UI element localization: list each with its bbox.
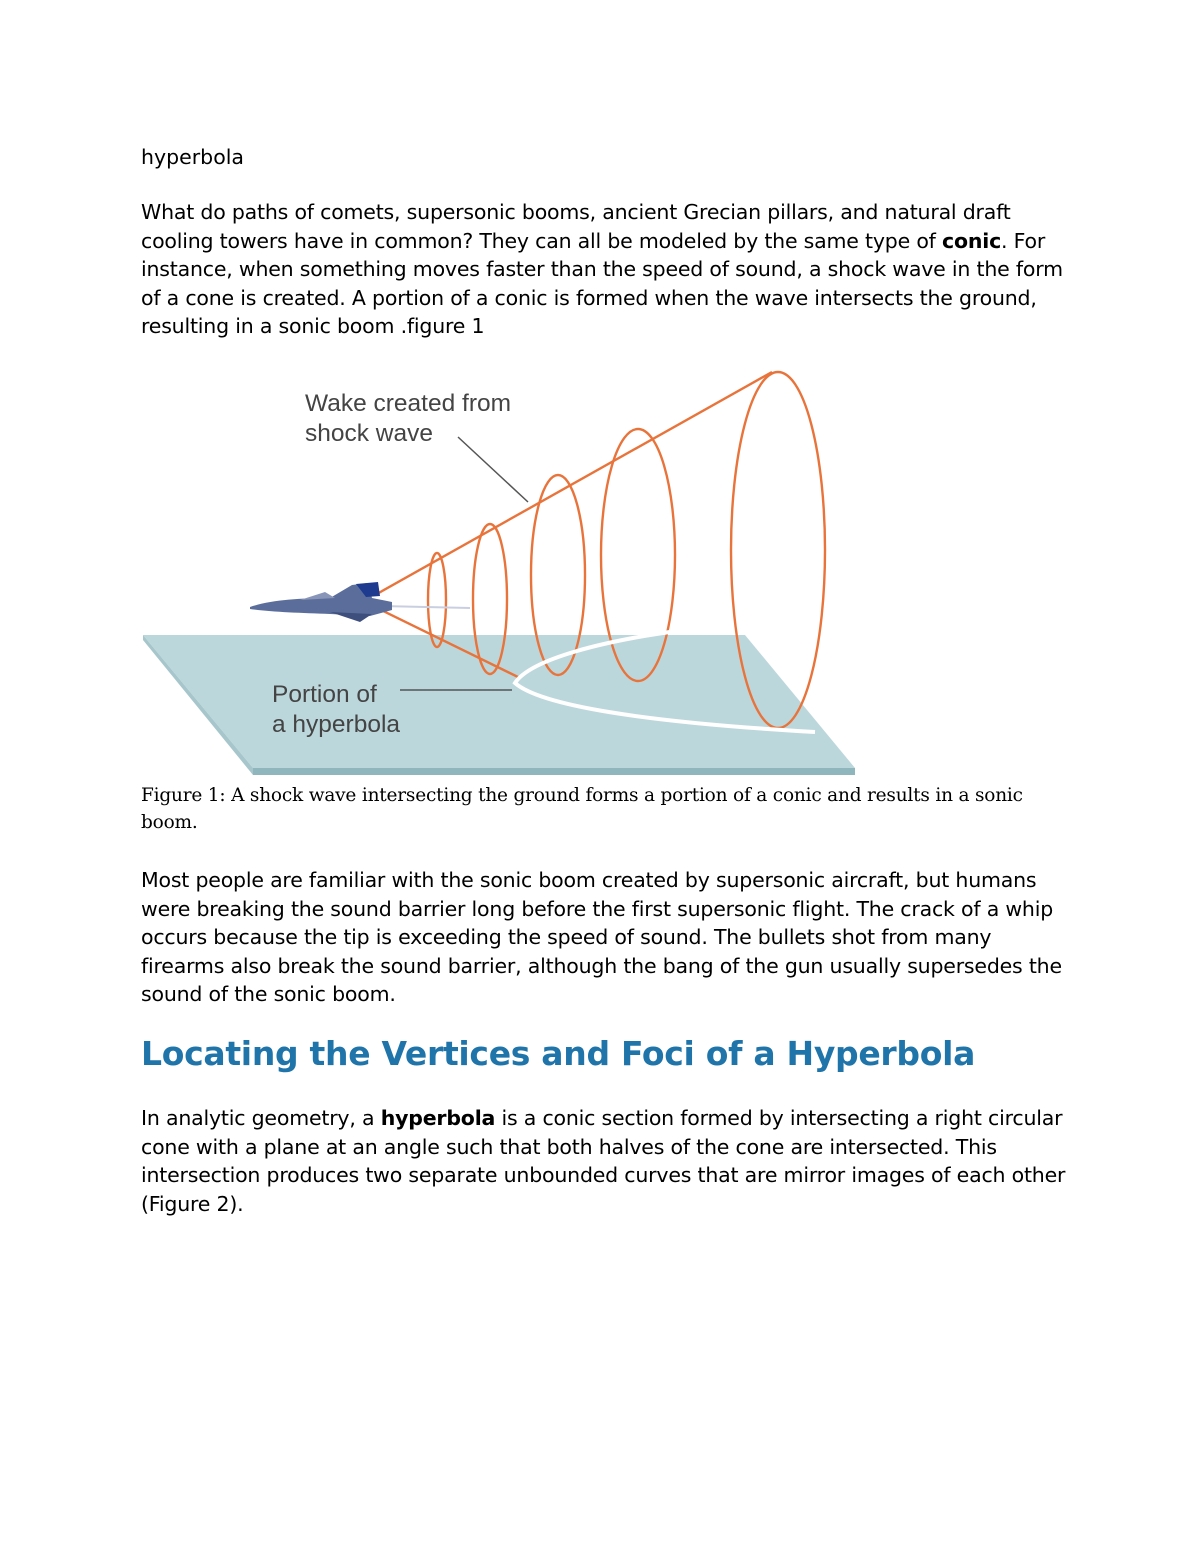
intro-paragraph <box>141 198 1071 341</box>
para3-text-1: In analytic geometry, a <box>141 1106 381 1130</box>
para3-text-2: is a conic section formed by intersecting a right circular cone with a plane at an angle such that both halves of the cone are intersected. This intersection produces two separate unbounded curves that are mirror images of each other (Figure 2). <box>141 1106 1066 1216</box>
wake-label-line2: shock wave <box>305 420 434 447</box>
intro-text-2: . For instance, when something moves faster than the speed of sound, a shock wave in the form of a cone is created. A portion of a conic is formed when the wave intersects the ground, resulting in a sonic boom .figure 1 <box>141 228 1063 338</box>
ground-edge <box>253 768 855 775</box>
figure-caption: Figure 1: A shock wave intersecting the ground forms a portion of a conic and results in a sonic boom. <box>141 785 1023 833</box>
intro-text-1: What do paths of comets, supersonic booms, ancient Grecian pillars, and natural draft cooling towers have in common? They can all be modeled by the same type of <box>141 200 1011 253</box>
portion-label-line1: Portion of <box>272 681 377 708</box>
intro-bold-term: conic <box>942 228 1002 253</box>
paragraph-sonic-boom: Most people are familiar with the sonic boom created by supersonic aircraft, but humans were breaking the sound barrier long before the first supersonic flight. The crack of a whip occurs because the tip is exceeding the speed of sound. The bullets shot from many firearms also break the sound barrier, although the bang of the gun usually supersedes the sound of the sonic boom. <box>141 868 1062 1006</box>
wake-label-line1: Wake created from <box>305 390 512 417</box>
para3-bold-term: hyperbola <box>380 1106 496 1130</box>
cone-ring-5 <box>731 372 825 728</box>
ground-plane <box>143 635 855 768</box>
label-word: hyperbola <box>141 145 244 169</box>
portion-label-line2: a hyperbola <box>272 711 401 738</box>
shock-wave-figure <box>141 365 861 780</box>
wake-callout-line <box>458 437 528 502</box>
paragraph-hyperbola-definition <box>141 1104 1071 1218</box>
cone-ring-1 <box>428 553 446 647</box>
section-heading: Locating the Vertices and Foci of a Hyperbola <box>141 1034 976 1073</box>
aircraft-icon <box>250 582 470 622</box>
